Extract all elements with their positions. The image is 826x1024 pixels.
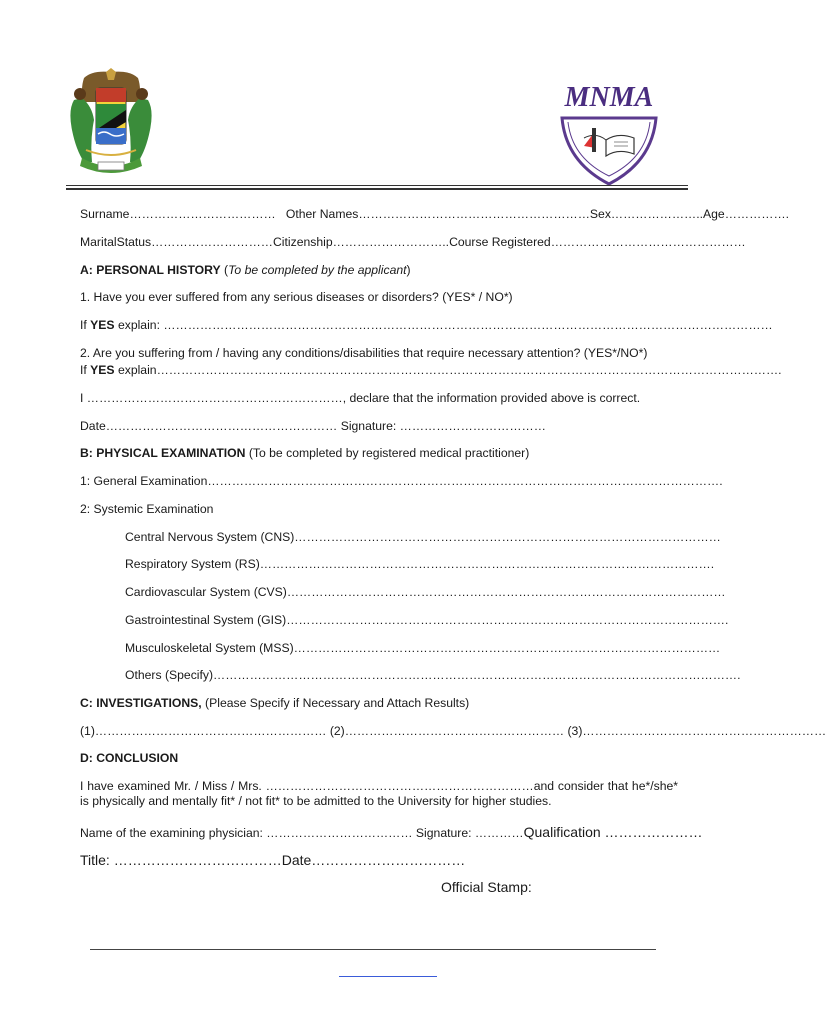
coat-of-arms-icon bbox=[62, 70, 160, 178]
rs-field[interactable]: Respiratory System (RS)…………………………………………………………………………………………………. bbox=[125, 557, 715, 571]
applicant-row-1 bbox=[80, 207, 790, 222]
section-c-heading bbox=[80, 696, 678, 711]
course-field[interactable]: Course Registered………………………………………… bbox=[449, 235, 746, 249]
declaration-line[interactable]: I ………………………………………………………, declare that the information provided above is correct. bbox=[80, 391, 641, 405]
section-b-title: B: PHYSICAL EXAMINATION bbox=[80, 446, 246, 460]
mss-field[interactable]: Musculoskeletal System (MSS)…………………………………………………………………………………………… bbox=[125, 641, 721, 655]
yes-label: YES bbox=[90, 318, 115, 332]
q2-explain-field[interactable] bbox=[80, 363, 782, 378]
section-c-subtitle: (Please Specify if Necessary and Attach Results) bbox=[201, 696, 470, 710]
citizenship-field[interactable]: Citizenship……………………….. bbox=[273, 235, 450, 249]
general-examination-field[interactable]: 1: General Examination………………………………………………………………………………………………………………. bbox=[80, 474, 723, 488]
section-b-subtitle: (To be completed by registered medical practitioner) bbox=[245, 446, 530, 460]
if-label: If bbox=[80, 318, 91, 332]
title-date-line[interactable]: Title: ………………………………Date…………………………… bbox=[80, 852, 466, 868]
header-divider-thick bbox=[66, 188, 688, 190]
date-signature-line[interactable]: Date………………………………………………… Signature: ……………………………… bbox=[80, 419, 546, 433]
section-a-title: A: PERSONAL HISTORY bbox=[80, 263, 221, 277]
academy-crest-icon bbox=[556, 72, 662, 188]
official-stamp-label: Official Stamp: bbox=[441, 879, 532, 895]
systemic-examination-label: 2: Systemic Examination bbox=[80, 502, 214, 516]
gis-field[interactable]: Gastrointestinal System (GIS)………………………………………………………………………………………………. bbox=[125, 613, 729, 627]
header-divider bbox=[66, 185, 688, 186]
question-1: 1. Have you ever suffered from any serious diseases or disorders? (YES* / NO*) bbox=[80, 290, 513, 304]
surname-field[interactable]: Surname……………………………… bbox=[80, 207, 276, 221]
footer-divider bbox=[90, 949, 656, 950]
physician-name-signature: Name of the examining physician: ……………………………… Signature: ………… bbox=[80, 826, 524, 840]
footer-link-underline[interactable] bbox=[339, 976, 437, 977]
sex-field[interactable]: Sex………………….. bbox=[589, 207, 704, 221]
conclusion-statement[interactable]: I have examined Mr. / Miss / Mrs. …………………………………………………………and consider that he*/she* is physically and mentally fit* / not fit* to be admitted to the University for higher studies. bbox=[80, 779, 678, 808]
section-d-title: D: CONCLUSION bbox=[80, 751, 179, 765]
others-field[interactable]: Others (Specify)…………………………………………………………………………………………………………………. bbox=[125, 668, 741, 682]
section-a-paren-open: ( bbox=[220, 263, 229, 277]
cns-field[interactable]: Central Nervous System (CNS)…………………………………………………………………………………………… bbox=[125, 530, 721, 544]
if-label-2: If bbox=[80, 363, 91, 377]
qualification-field: Qualification ………………… bbox=[523, 824, 703, 840]
section-a-heading bbox=[80, 263, 678, 278]
question-2: 2. Are you suffering from / having any conditions/disabilities that require necessary attention? (YES*/NO*) bbox=[80, 346, 648, 360]
investigations-fields[interactable]: (1)………………………………………………… (2)……………………………………………… (3)…………………………………………………… bbox=[80, 724, 826, 738]
applicant-row-2 bbox=[80, 235, 746, 250]
cvs-field[interactable]: Cardiovascular System (CVS)……………………………………………………………………………………………… bbox=[125, 585, 726, 599]
age-field[interactable]: Age……………. bbox=[703, 207, 790, 221]
other-names-field[interactable]: Other Names………………………………………………… bbox=[285, 207, 590, 221]
section-b-heading bbox=[80, 446, 678, 461]
marital-status-field[interactable]: MaritalStatus………………………… bbox=[80, 235, 273, 249]
section-a-paren-close: ) bbox=[406, 263, 411, 277]
section-a-subtitle: To be completed by the applicant bbox=[228, 263, 407, 277]
physician-line[interactable] bbox=[80, 824, 703, 841]
section-c-title: C: INVESTIGATIONS, bbox=[80, 696, 202, 710]
q2-explain-text: explain………………………………………………………………………………………………………………………………………. bbox=[114, 363, 782, 377]
svg-text:MNMA: MNMA bbox=[564, 82, 654, 113]
q1-explain-text: explain: …………………………………………………………………………………………………………………………………… bbox=[114, 318, 773, 332]
q1-explain-field[interactable] bbox=[80, 318, 773, 333]
yes-label-2: YES bbox=[90, 363, 115, 377]
